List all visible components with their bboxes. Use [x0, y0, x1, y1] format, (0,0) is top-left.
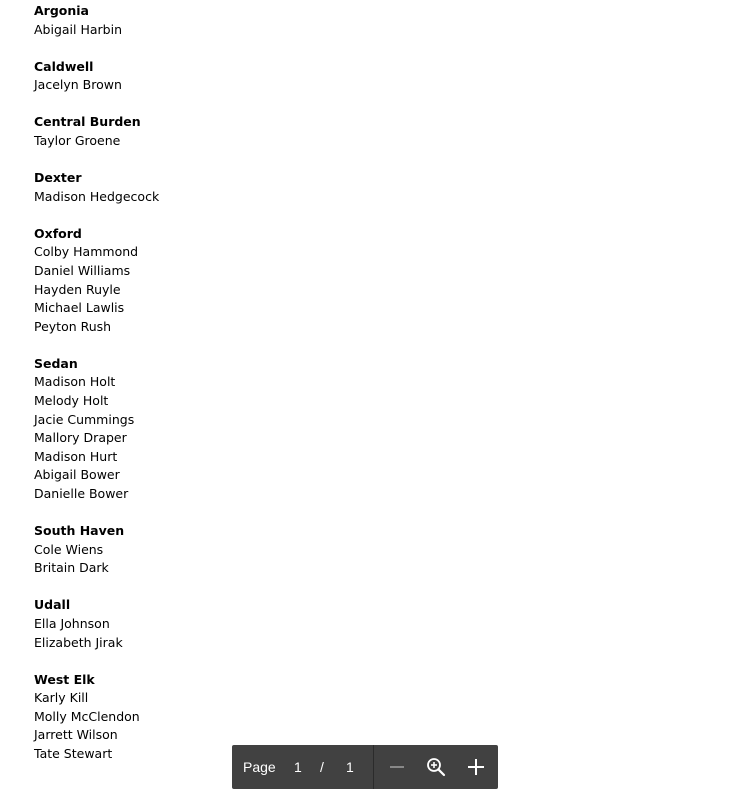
person-name: Abigail Harbin — [34, 21, 123, 37]
location-group — [34, 113, 434, 150]
location-heading: South Haven — [34, 523, 125, 539]
zoom-in-button[interactable] — [463, 754, 489, 780]
location-heading: Argonia — [34, 3, 89, 18]
person-name: Jacie Cummings — [34, 411, 135, 427]
document-content — [34, 2, 434, 782]
zoom-button[interactable] — [423, 754, 449, 780]
location-heading: Udall — [34, 597, 71, 613]
person-name: Karly Kill — [34, 690, 89, 706]
person-name: Hayden Ruyle — [34, 281, 121, 297]
total-pages: 1 — [346, 759, 354, 775]
location-group — [34, 169, 434, 206]
person-name: Madison Holt — [34, 374, 116, 390]
location-group — [34, 355, 434, 504]
location-heading: Dexter — [34, 170, 82, 186]
person-name: Madison Hedgecock — [34, 188, 160, 204]
location-heading: West Elk — [34, 671, 95, 687]
location-group — [34, 2, 434, 39]
location-heading: Sedan — [34, 355, 78, 371]
location-group — [34, 522, 434, 578]
person-name: Peyton Rush — [34, 318, 112, 334]
person-name: Danielle Bower — [34, 485, 129, 501]
location-heading: Central Burden — [34, 114, 141, 130]
person-name: Taylor Groene — [34, 132, 121, 148]
person-name: Elizabeth Jirak — [34, 634, 123, 650]
location-heading: Oxford — [34, 225, 82, 241]
toolbar-divider — [373, 745, 374, 789]
plus-icon — [467, 758, 485, 776]
magnifier-plus-icon — [426, 757, 446, 777]
person-name: Ella Johnson — [34, 615, 110, 631]
person-name: Daniel Williams — [34, 262, 131, 278]
person-name: Britain Dark — [34, 560, 109, 576]
minus-icon — [389, 759, 405, 775]
person-name: Madison Hurt — [34, 448, 118, 464]
person-name: Molly McClendon — [34, 708, 140, 724]
person-name: Melody Holt — [34, 393, 109, 408]
person-name: Tate Stewart — [34, 746, 113, 761]
page-toolbar — [232, 745, 498, 789]
location-group — [34, 225, 434, 337]
location-heading: Caldwell — [34, 58, 94, 74]
page-separator: / — [320, 759, 324, 775]
location-group — [34, 596, 434, 652]
person-name: Abigail Bower — [34, 467, 120, 483]
page-label: Page — [243, 759, 276, 775]
person-name: Cole Wiens — [34, 541, 104, 557]
zoom-out-button[interactable] — [384, 754, 410, 780]
person-name: Michael Lawlis — [34, 300, 125, 316]
person-name: Jarrett Wilson — [34, 727, 118, 743]
current-page-number[interactable]: 1 — [294, 759, 302, 775]
person-name: Mallory Draper — [34, 430, 127, 446]
person-name: Colby Hammond — [34, 244, 139, 260]
person-name: Jacelyn Brown — [34, 77, 122, 93]
location-group — [34, 58, 434, 95]
